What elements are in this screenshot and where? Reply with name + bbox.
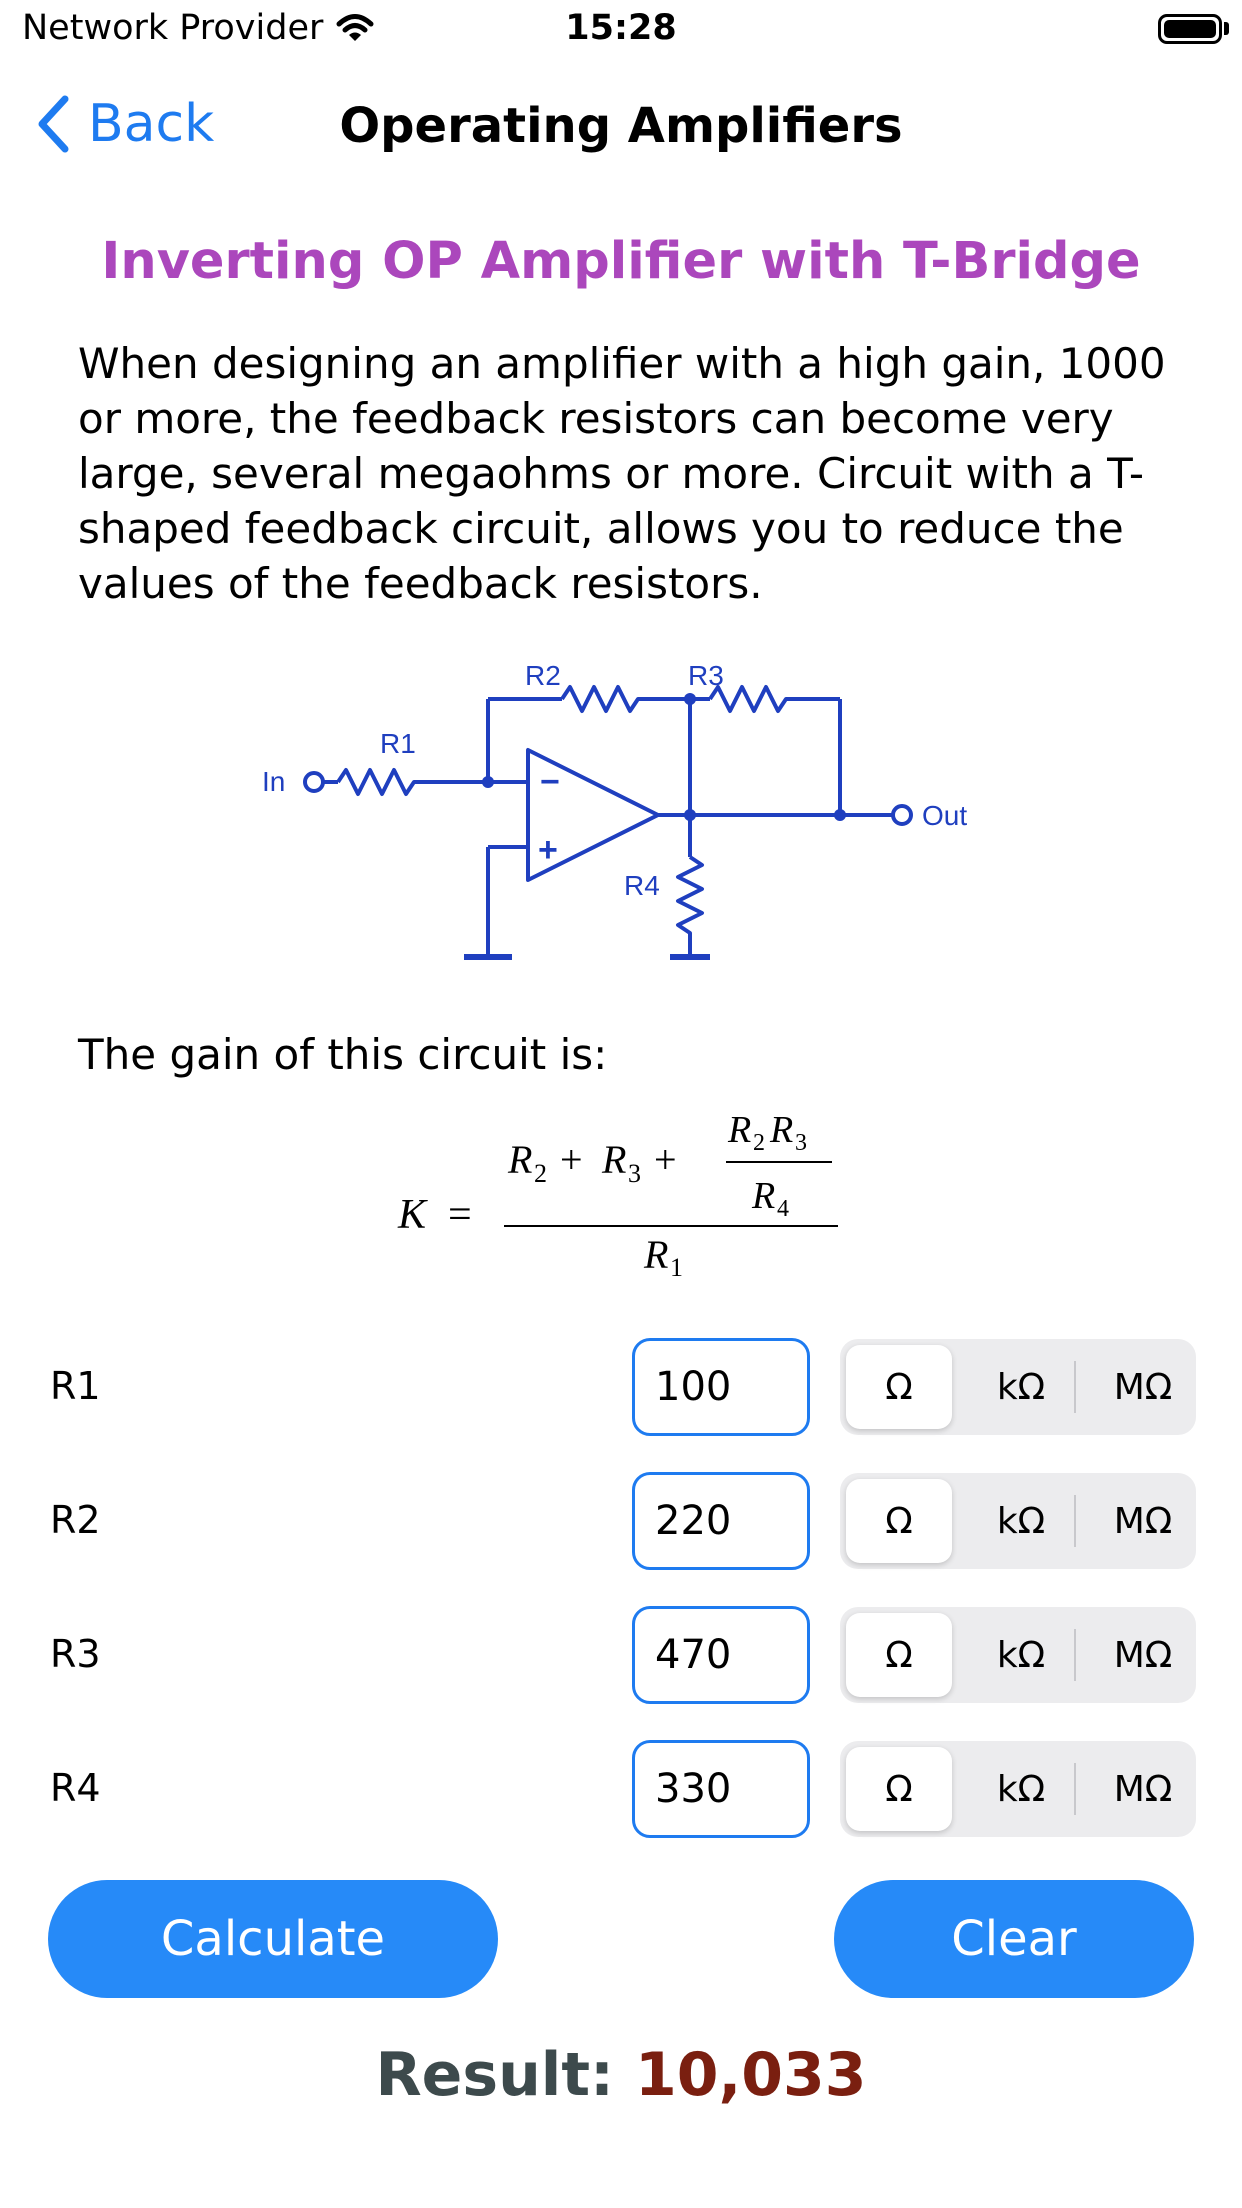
result — [0, 2040, 1242, 2110]
circuit-label-out: Out — [922, 800, 968, 831]
unit-segmented-control-r2[interactable] — [840, 1473, 1196, 1569]
unit-segmented-control-r1[interactable] — [840, 1339, 1196, 1435]
unit-option-megohm[interactable]: MΩ — [1113, 1500, 1173, 1542]
formula-plus-2: + — [654, 1137, 677, 1182]
unit-segmented-control-r4[interactable] — [840, 1741, 1196, 1837]
formula-den-r1: R — [644, 1232, 669, 1277]
formula-frac-num-r3: R — [770, 1110, 794, 1151]
clear-button[interactable]: Clear — [834, 1880, 1194, 1998]
circuit-label-r3: R3 — [688, 660, 724, 691]
resistor-input-r4[interactable]: 330 — [632, 1740, 810, 1838]
circuit-diagram — [250, 655, 1010, 985]
opamp-plus: + — [538, 831, 558, 869]
unit-option-ohm[interactable]: Ω — [846, 1613, 952, 1697]
unit-segmented-control-r3[interactable] — [840, 1607, 1196, 1703]
circuit-label-r1: R1 — [380, 728, 416, 759]
formula-r3-sub: 3 — [628, 1159, 641, 1188]
formula-frac-num-sub1: 2 — [753, 1130, 765, 1156]
back-label: Back — [88, 94, 215, 154]
calculate-button[interactable]: Calculate — [48, 1880, 498, 1998]
formula-den-sub: 1 — [670, 1253, 683, 1282]
formula-frac-den-sub: 4 — [777, 1196, 789, 1222]
formula-frac-num-sub2: 3 — [795, 1130, 807, 1156]
segment-divider — [1074, 1361, 1076, 1413]
segment-divider — [1074, 1629, 1076, 1681]
resistor-input-r2[interactable]: 220 — [632, 1472, 810, 1570]
formula-r2: R — [508, 1137, 533, 1182]
description-text: When designing an amplifier with a high gain, 1000 or more, the feedback resistors can become very large, several megaohms or more. Circuit with a T-shaped feedback circuit, allows you to reduce the values of the feedback resistors. — [78, 339, 1166, 608]
unit-option-ohm[interactable]: Ω — [846, 1747, 952, 1831]
formula-eq: = — [448, 1192, 472, 1238]
formula-r3: R — [602, 1137, 627, 1182]
nav-title: Operating Amplifiers — [339, 98, 903, 154]
circuit-label-in: In — [262, 766, 286, 797]
resistor-label-r3: R3 — [50, 1632, 101, 1676]
gain-label: The gain of this circuit is: — [78, 1030, 608, 1079]
unit-option-kilohm[interactable]: kΩ — [996, 1366, 1046, 1408]
formula-frac-den-r4: R — [752, 1175, 776, 1217]
unit-option-kilohm[interactable]: kΩ — [996, 1500, 1046, 1542]
opamp-minus: − — [540, 763, 560, 801]
unit-option-megohm[interactable]: MΩ — [1113, 1634, 1173, 1676]
unit-option-ohm[interactable]: Ω — [846, 1345, 952, 1429]
circuit-label-r4: R4 — [624, 870, 660, 901]
circuit-label-r2: R2 — [525, 660, 561, 691]
segment-divider — [1074, 1495, 1076, 1547]
status-time: 15:28 — [565, 8, 677, 48]
result-value: 10,033 — [634, 2040, 867, 2110]
formula-lhs: K — [398, 1192, 427, 1238]
page-heading: Inverting OP Amplifier with T-Bridge — [101, 232, 1141, 291]
unit-option-megohm[interactable]: MΩ — [1113, 1768, 1173, 1810]
resistor-input-r3[interactable]: 470 — [632, 1606, 810, 1704]
unit-option-kilohm[interactable]: kΩ — [996, 1634, 1046, 1676]
resistor-label-r2: R2 — [50, 1498, 101, 1542]
formula-plus-1: + — [560, 1137, 583, 1182]
segment-divider — [1074, 1763, 1076, 1815]
gain-formula — [390, 1110, 870, 1290]
unit-option-ohm[interactable]: Ω — [846, 1479, 952, 1563]
formula-frac-num-r2: R — [728, 1110, 752, 1151]
resistor-input-r1[interactable]: 100 — [632, 1338, 810, 1436]
battery-icon — [1158, 14, 1222, 44]
battery-cap — [1224, 22, 1229, 35]
formula-r2-sub: 2 — [534, 1159, 547, 1188]
unit-option-megohm[interactable]: MΩ — [1113, 1366, 1173, 1408]
resistor-label-r1: R1 — [50, 1364, 101, 1408]
carrier-label: Network Provider — [22, 8, 324, 48]
resistor-label-r4: R4 — [50, 1766, 101, 1810]
unit-option-kilohm[interactable]: kΩ — [996, 1768, 1046, 1810]
result-label: Result: — [375, 2040, 615, 2110]
